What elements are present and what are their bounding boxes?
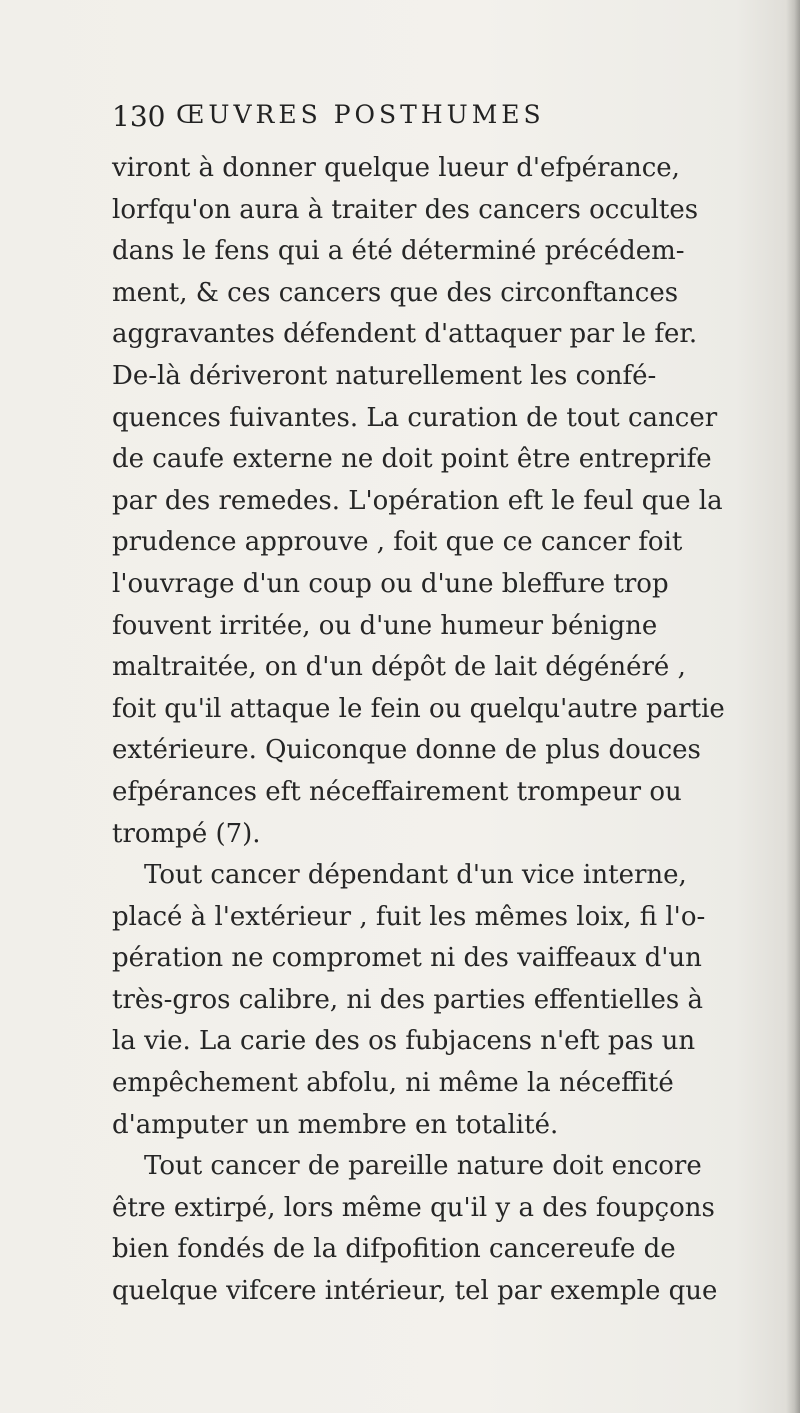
- paragraph-first-line: Tout cancer de pareille nature doit encore: [144, 1151, 702, 1182]
- text-line: très-gros calibre, ni des parties effentielles à: [112, 984, 703, 1015]
- text-line: d'amputer un membre en totalité.: [112, 1109, 559, 1140]
- text-line: par des remedes. L'opération eft le feul que la: [112, 485, 723, 516]
- text-line: extérieure. Quiconque donne de plus douces: [112, 735, 701, 766]
- text-line: prudence approuve , foit que ce cancer foit: [112, 527, 683, 558]
- text-line: fouvent irritée, ou d'une humeur bénigne: [112, 610, 658, 641]
- text-line: aggravantes défendent d'attaquer par le fer.: [112, 319, 698, 350]
- text-line: quelque vifcere intérieur, tel par exemple que: [112, 1276, 718, 1307]
- text-line: maltraitée, on d'un dépôt de lait dégénéré ,: [112, 652, 686, 683]
- page-number: 130: [112, 100, 166, 133]
- text-line: pération ne compromet ni des vaiffeaux d'un: [112, 943, 702, 974]
- text-line: viront à donner quelque lueur d'efpérance,: [112, 153, 680, 183]
- text-line: placé à l'extérieur , fuit les mêmes loix, fi l'o-: [112, 901, 706, 932]
- running-title: ŒUVRES POSTHUMES: [176, 100, 545, 129]
- text-line: dans le fens qui a été déterminé précédem-: [112, 236, 685, 267]
- text-line: foit qu'il attaque le fein ou quelqu'autre partie: [112, 693, 725, 724]
- page-header: [112, 98, 752, 142]
- body-text: [112, 148, 792, 1313]
- text-line: empêchement abfolu, ni même la néceffité: [112, 1068, 674, 1099]
- text-line: l'ouvrage d'un coup ou d'une bleffure trop: [112, 568, 669, 599]
- text-line: la vie. La carie des os fubjacens n'eft pas un: [112, 1026, 696, 1057]
- text-line: efpérances eft néceffairement trompeur ou: [112, 776, 682, 807]
- text-line: De-là dériveront naturellement les confé-: [112, 360, 657, 391]
- text-line: lorfqu'on aura à traiter des cancers occultes: [112, 194, 699, 225]
- text-line: être extirpé, lors même qu'il y a des foupçons: [112, 1192, 715, 1223]
- paragraph-first-line: Tout cancer dépendant d'un vice interne,: [144, 860, 687, 891]
- text-line: ment, & ces cancers que des circonftances: [112, 277, 679, 308]
- text-line: bien fondés de la difpofition cancereufe de: [112, 1234, 676, 1265]
- text-line: de caufe externe ne doit point être entreprife: [112, 444, 712, 475]
- text-line: quences fuivantes. La curation de tout cancer: [112, 402, 718, 433]
- text-line: trompé (7).: [112, 818, 261, 849]
